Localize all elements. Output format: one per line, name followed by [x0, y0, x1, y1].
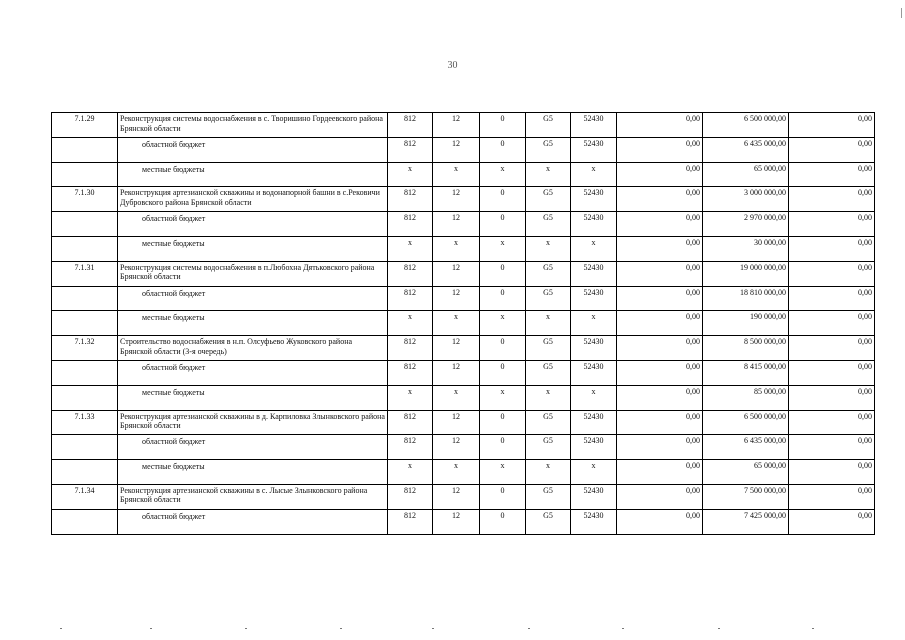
amount-col-1: 0,00: [617, 484, 703, 509]
row-number: [52, 460, 118, 485]
amount-col-3: 0,00: [789, 435, 875, 460]
row-number: [52, 137, 118, 162]
table-row: [52, 187, 875, 212]
amount-col-2: 7 425 000,00: [703, 509, 789, 534]
program-code: х: [480, 311, 526, 336]
kbk-ministry-code: 812: [388, 360, 433, 385]
scan-speck: [150, 628, 152, 629]
amount-col-2: 8 415 000,00: [703, 360, 789, 385]
amount-col-2: 19 000 000,00: [703, 261, 789, 286]
scan-speck: [718, 628, 720, 629]
table-row: [52, 385, 875, 410]
program-code: 0: [480, 336, 526, 361]
expense-code: 52430: [571, 261, 617, 286]
amount-col-2: 6 435 000,00: [703, 435, 789, 460]
expense-code: 52430: [571, 187, 617, 212]
amount-col-1: 0,00: [617, 113, 703, 138]
amount-col-2: 8 500 000,00: [703, 336, 789, 361]
program-code: 0: [480, 187, 526, 212]
amount-col-1: 0,00: [617, 385, 703, 410]
section-code: 12: [433, 286, 480, 311]
amount-col-1: 0,00: [617, 410, 703, 435]
program-code: 0: [480, 286, 526, 311]
table-row: [52, 360, 875, 385]
table-row: [52, 137, 875, 162]
row-number: [52, 509, 118, 534]
program-code: 0: [480, 137, 526, 162]
section-code: 12: [433, 410, 480, 435]
row-description: областной бюджет: [118, 286, 388, 311]
amount-col-3: 0,00: [789, 385, 875, 410]
row-description: областной бюджет: [118, 360, 388, 385]
row-description: Реконструкция артезианской скважины в с. Лысые Злынковского района Брянской области: [118, 484, 388, 509]
table-row: [52, 162, 875, 187]
program-code: 0: [480, 113, 526, 138]
scan-speck: [622, 628, 624, 629]
expense-code: 52430: [571, 212, 617, 237]
project-code: G5: [526, 212, 571, 237]
program-code: 0: [480, 410, 526, 435]
section-code: х: [433, 385, 480, 410]
amount-col-3: 0,00: [789, 236, 875, 261]
program-code: 0: [480, 509, 526, 534]
amount-col-1: 0,00: [617, 360, 703, 385]
amount-col-2: 65 000,00: [703, 460, 789, 485]
table-row: [52, 212, 875, 237]
section-code: 12: [433, 212, 480, 237]
project-code: х: [526, 236, 571, 261]
kbk-ministry-code: 812: [388, 410, 433, 435]
row-number: [52, 360, 118, 385]
amount-col-3: 0,00: [789, 187, 875, 212]
row-number: [52, 435, 118, 460]
program-code: х: [480, 460, 526, 485]
kbk-ministry-code: х: [388, 385, 433, 410]
row-number: 7.1.33: [52, 410, 118, 435]
scan-edge-mark: [901, 8, 902, 18]
row-number: 7.1.29: [52, 113, 118, 138]
amount-col-2: 18 810 000,00: [703, 286, 789, 311]
kbk-ministry-code: 812: [388, 212, 433, 237]
expense-code: 52430: [571, 286, 617, 311]
scan-speck: [245, 628, 247, 629]
project-code: G5: [526, 113, 571, 138]
project-code: G5: [526, 261, 571, 286]
amount-col-3: 0,00: [789, 311, 875, 336]
row-description: областной бюджет: [118, 212, 388, 237]
table-row: [52, 236, 875, 261]
scan-speck: [340, 628, 342, 629]
row-number: [52, 311, 118, 336]
expense-code: х: [571, 162, 617, 187]
row-number: [52, 286, 118, 311]
section-code: 12: [433, 113, 480, 138]
amount-col-3: 0,00: [789, 336, 875, 361]
table-row: [52, 261, 875, 286]
amount-col-2: 6 500 000,00: [703, 410, 789, 435]
amount-col-1: 0,00: [617, 236, 703, 261]
project-code: G5: [526, 509, 571, 534]
amount-col-2: 6 500 000,00: [703, 113, 789, 138]
section-code: х: [433, 460, 480, 485]
amount-col-3: 0,00: [789, 137, 875, 162]
section-code: 12: [433, 336, 480, 361]
kbk-ministry-code: 812: [388, 187, 433, 212]
row-description: местные бюджеты: [118, 236, 388, 261]
row-number: [52, 385, 118, 410]
row-description: областной бюджет: [118, 137, 388, 162]
table-row: [52, 336, 875, 361]
amount-col-2: 190 000,00: [703, 311, 789, 336]
section-code: х: [433, 236, 480, 261]
table-row: [52, 484, 875, 509]
row-number: [52, 212, 118, 237]
kbk-ministry-code: х: [388, 311, 433, 336]
amount-col-1: 0,00: [617, 261, 703, 286]
amount-col-1: 0,00: [617, 286, 703, 311]
table-row: [52, 460, 875, 485]
scan-speck: [432, 628, 434, 629]
section-code: 12: [433, 509, 480, 534]
section-code: 12: [433, 187, 480, 212]
amount-col-3: 0,00: [789, 509, 875, 534]
program-code: х: [480, 236, 526, 261]
amount-col-2: 6 435 000,00: [703, 137, 789, 162]
row-description: Реконструкция артезианской скважины и водонапорной башни в с.Рековичи Дубровского района Брянской области: [118, 187, 388, 212]
amount-col-3: 0,00: [789, 162, 875, 187]
amount-col-2: 2 970 000,00: [703, 212, 789, 237]
program-code: х: [480, 162, 526, 187]
section-code: 12: [433, 261, 480, 286]
row-description: местные бюджеты: [118, 385, 388, 410]
amount-col-2: 65 000,00: [703, 162, 789, 187]
program-code: 0: [480, 360, 526, 385]
scan-speck: [60, 628, 62, 629]
expense-code: 52430: [571, 509, 617, 534]
row-number: 7.1.34: [52, 484, 118, 509]
project-code: G5: [526, 187, 571, 212]
section-code: 12: [433, 484, 480, 509]
project-code: G5: [526, 360, 571, 385]
table-row: [52, 286, 875, 311]
expense-code: 52430: [571, 410, 617, 435]
amount-col-2: 85 000,00: [703, 385, 789, 410]
amount-col-2: 30 000,00: [703, 236, 789, 261]
amount-col-1: 0,00: [617, 212, 703, 237]
section-code: 12: [433, 360, 480, 385]
amount-col-1: 0,00: [617, 137, 703, 162]
expense-code: 52430: [571, 435, 617, 460]
row-number: [52, 162, 118, 187]
row-description: местные бюджеты: [118, 460, 388, 485]
row-description: местные бюджеты: [118, 311, 388, 336]
kbk-ministry-code: 812: [388, 336, 433, 361]
program-code: 0: [480, 261, 526, 286]
kbk-ministry-code: 812: [388, 435, 433, 460]
kbk-ministry-code: 812: [388, 261, 433, 286]
expense-code: х: [571, 311, 617, 336]
amount-col-1: 0,00: [617, 336, 703, 361]
table-row: [52, 311, 875, 336]
amount-col-1: 0,00: [617, 509, 703, 534]
kbk-ministry-code: х: [388, 236, 433, 261]
row-number: 7.1.30: [52, 187, 118, 212]
project-code: х: [526, 460, 571, 485]
kbk-ministry-code: 812: [388, 509, 433, 534]
project-code: G5: [526, 435, 571, 460]
expense-code: х: [571, 460, 617, 485]
amount-col-2: 3 000 000,00: [703, 187, 789, 212]
expense-code: х: [571, 385, 617, 410]
row-description: Реконструкция системы водоснабжения в п.Любохна Дятьковского района Брянской области: [118, 261, 388, 286]
budget-table: [51, 112, 875, 535]
kbk-ministry-code: 812: [388, 113, 433, 138]
kbk-ministry-code: х: [388, 460, 433, 485]
row-description: областной бюджет: [118, 509, 388, 534]
amount-col-1: 0,00: [617, 435, 703, 460]
amount-col-2: 7 500 000,00: [703, 484, 789, 509]
amount-col-3: 0,00: [789, 286, 875, 311]
table-row: [52, 113, 875, 138]
amount-col-1: 0,00: [617, 162, 703, 187]
row-description: местные бюджеты: [118, 162, 388, 187]
amount-col-3: 0,00: [789, 261, 875, 286]
program-code: х: [480, 385, 526, 410]
program-code: 0: [480, 484, 526, 509]
table-row: [52, 509, 875, 534]
amount-col-1: 0,00: [617, 311, 703, 336]
kbk-ministry-code: 812: [388, 137, 433, 162]
project-code: G5: [526, 410, 571, 435]
section-code: х: [433, 311, 480, 336]
amount-col-3: 0,00: [789, 113, 875, 138]
expense-code: х: [571, 236, 617, 261]
project-code: х: [526, 162, 571, 187]
amount-col-1: 0,00: [617, 187, 703, 212]
program-code: 0: [480, 212, 526, 237]
section-code: 12: [433, 435, 480, 460]
program-code: 0: [480, 435, 526, 460]
project-code: х: [526, 311, 571, 336]
project-code: G5: [526, 336, 571, 361]
amount-col-3: 0,00: [789, 360, 875, 385]
project-code: х: [526, 385, 571, 410]
kbk-ministry-code: х: [388, 162, 433, 187]
row-description: Реконструкция артезианской скважины в д. Карпиловка Злынковского района Брянской области: [118, 410, 388, 435]
amount-col-3: 0,00: [789, 484, 875, 509]
row-number: 7.1.31: [52, 261, 118, 286]
project-code: G5: [526, 137, 571, 162]
project-code: G5: [526, 286, 571, 311]
table-row: [52, 435, 875, 460]
section-code: х: [433, 162, 480, 187]
row-description: Реконструкция системы водоснабжения в с. Творишино Гордеевского района Брянской области: [118, 113, 388, 138]
section-code: 12: [433, 137, 480, 162]
scan-speck: [812, 628, 814, 629]
row-number: 7.1.32: [52, 336, 118, 361]
scan-speck: [528, 628, 530, 629]
project-code: G5: [526, 484, 571, 509]
kbk-ministry-code: 812: [388, 286, 433, 311]
amount-col-3: 0,00: [789, 410, 875, 435]
amount-col-3: 0,00: [789, 460, 875, 485]
row-number: [52, 236, 118, 261]
expense-code: 52430: [571, 360, 617, 385]
expense-code: 52430: [571, 484, 617, 509]
amount-col-3: 0,00: [789, 212, 875, 237]
page-number: 30: [447, 60, 458, 71]
kbk-ministry-code: 812: [388, 484, 433, 509]
expense-code: 52430: [571, 336, 617, 361]
table-row: [52, 410, 875, 435]
expense-code: 52430: [571, 113, 617, 138]
row-description: Строительство водоснабжения в н.п. Олсуфьево Жуковского района Брянской области (3-я очередь): [118, 336, 388, 361]
row-description: областной бюджет: [118, 435, 388, 460]
amount-col-1: 0,00: [617, 460, 703, 485]
expense-code: 52430: [571, 137, 617, 162]
